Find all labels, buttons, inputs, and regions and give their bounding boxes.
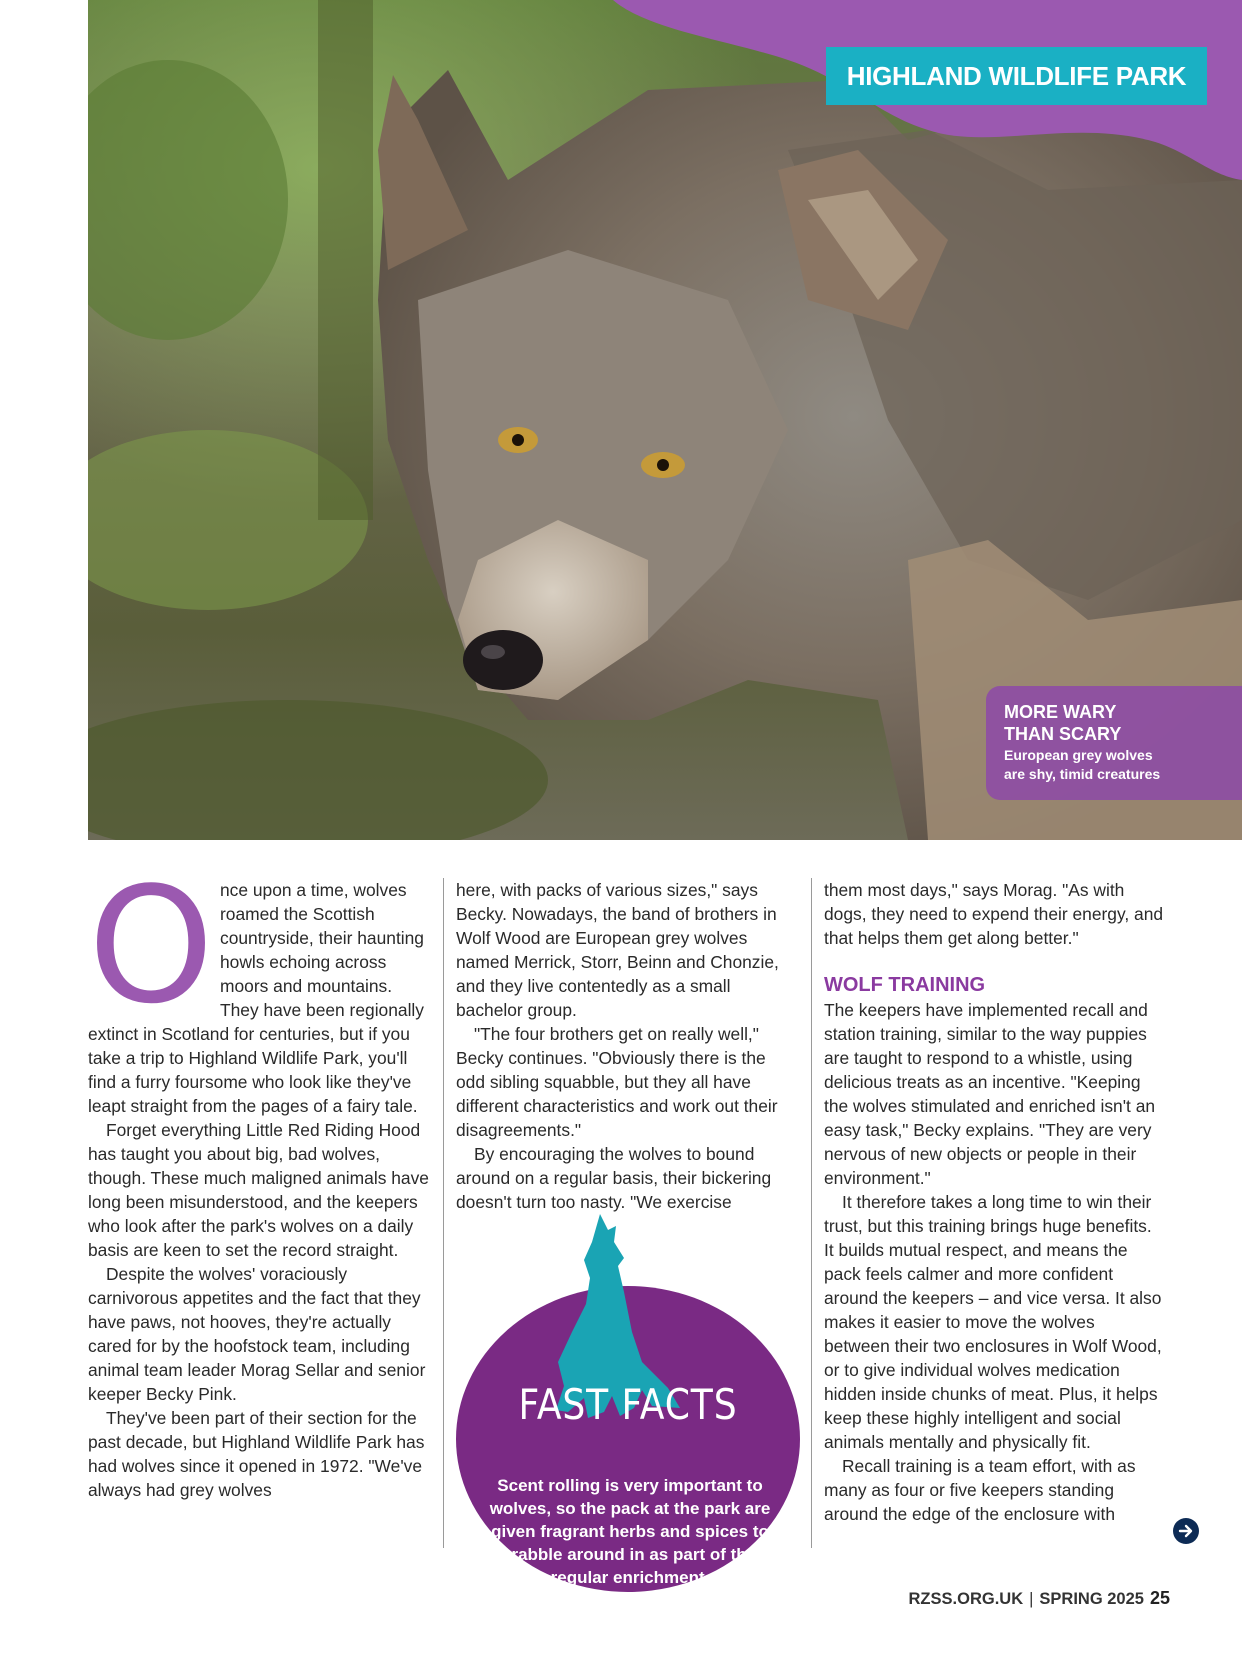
footer-separator: |	[1029, 1590, 1034, 1608]
paragraph: They've been part of their section for the past decade, but Highland Wildlife Park has had wolves since it opened in 1972. "We've always had grey wolves	[88, 1408, 425, 1500]
paragraph: The keepers have implemented recall and station training, similar to the way puppies are taught to respond to a whistle, using delicious treats as an incentive. "Keeping the wolves stimulated and enriched isn't an easy task," Becky explains. "They are very nervous of new objects or people in their environment."	[824, 1000, 1156, 1188]
fast-facts-box	[452, 1212, 804, 1592]
paragraph: It therefore takes a long time to win their trust, but this training brings huge benefits. It builds mutual respect, and means the pack feels calmer and more confident around the keepers – and vice versa. It also makes it easier to move the wolves between their two enclosures in Wolf Wood, or to give individual wolves medication hidden inside chunks of meat. Plus, it helps keep these highly intelligent and social animals mentally and physically fit.	[824, 1192, 1162, 1452]
paragraph: them most days," says Morag. "As with dogs, they need to expend their energy, and that helps them get along better."	[824, 880, 1164, 948]
subheading: WOLF TRAINING	[824, 974, 986, 996]
footer-site: RZSS.ORG.UK	[908, 1590, 1024, 1608]
caption-title-line1: MORE WARY	[1004, 702, 1117, 722]
drop-cap-letter: O	[88, 852, 214, 1039]
paragraph: nce upon a time, wolves roamed the Scottish countryside, their haunting howls echoing across moors and mountains. They have been regionally extinct in Scotland for centuries, but if you take a trip to Highland Wildlife Park, you'll find a furry foursome who look like they've leapt straight from the pages of a fairy tale.	[88, 880, 424, 1116]
paragraph: Despite the wolves' voraciously carnivorous appetites and the fact that they have paws, not hooves, they're actually cared for by the hoofstock team, including animal team leader Morag Sellar and senior keeper Becky Pink.	[88, 1264, 426, 1404]
paragraph: here, with packs of various sizes," says Becky. Nowadays, the band of brothers in Wolf Wood are European grey wolves named Merrick, Storr, Beinn and Chonzie, and they live contentedly as a small bachelor group.	[456, 880, 779, 1020]
page-number: 25	[1149, 1588, 1170, 1608]
section-tag: HIGHLAND WILDLIFE PARK	[826, 47, 1207, 105]
paragraph: Recall training is a team effort, with as many as four or five keepers standing around the edge of the enclosure with	[824, 1456, 1136, 1524]
paragraph: Forget everything Little Red Riding Hood has taught you about big, bad wolves, though. These much maligned animals have long been misunderstood, and the keepers who look after the park's wolves on a daily basis are keen to set the record straight.	[88, 1120, 429, 1260]
article-column-1	[88, 852, 430, 1502]
caption-text-line1: European grey wolves	[1004, 747, 1153, 763]
article-column-3	[824, 878, 1164, 1526]
paragraph: By encouraging the wolves to bound around on a regular basis, their bickering doesn't turn too nasty. "We exercise	[456, 1144, 772, 1212]
drop-cap	[88, 852, 214, 1039]
fast-facts-text: Scent rolling is very important to wolves, so the pack at the park are given fragrant herbs and spices to scrabble around in as part of their regular enrichment.	[489, 1476, 771, 1587]
photo-caption	[986, 686, 1242, 800]
caption-title-line2: THAN SCARY	[1004, 724, 1122, 744]
caption-text-line2: are shy, timid creatures	[1004, 766, 1161, 782]
column-divider	[811, 878, 812, 1548]
arrow-right-icon	[1173, 1518, 1199, 1544]
article-column-2	[456, 878, 798, 1214]
footer-issue: SPRING 2025	[1039, 1590, 1144, 1608]
paragraph: "The four brothers get on really well," Becky continues. "Obviously there is the odd sibling squabble, but they all have different characteristics and work out their disagreements."	[456, 1024, 778, 1140]
column-divider	[443, 878, 444, 1548]
page-footer	[800, 1588, 1170, 1609]
fast-facts-title: FAST FACTS	[518, 1380, 738, 1429]
